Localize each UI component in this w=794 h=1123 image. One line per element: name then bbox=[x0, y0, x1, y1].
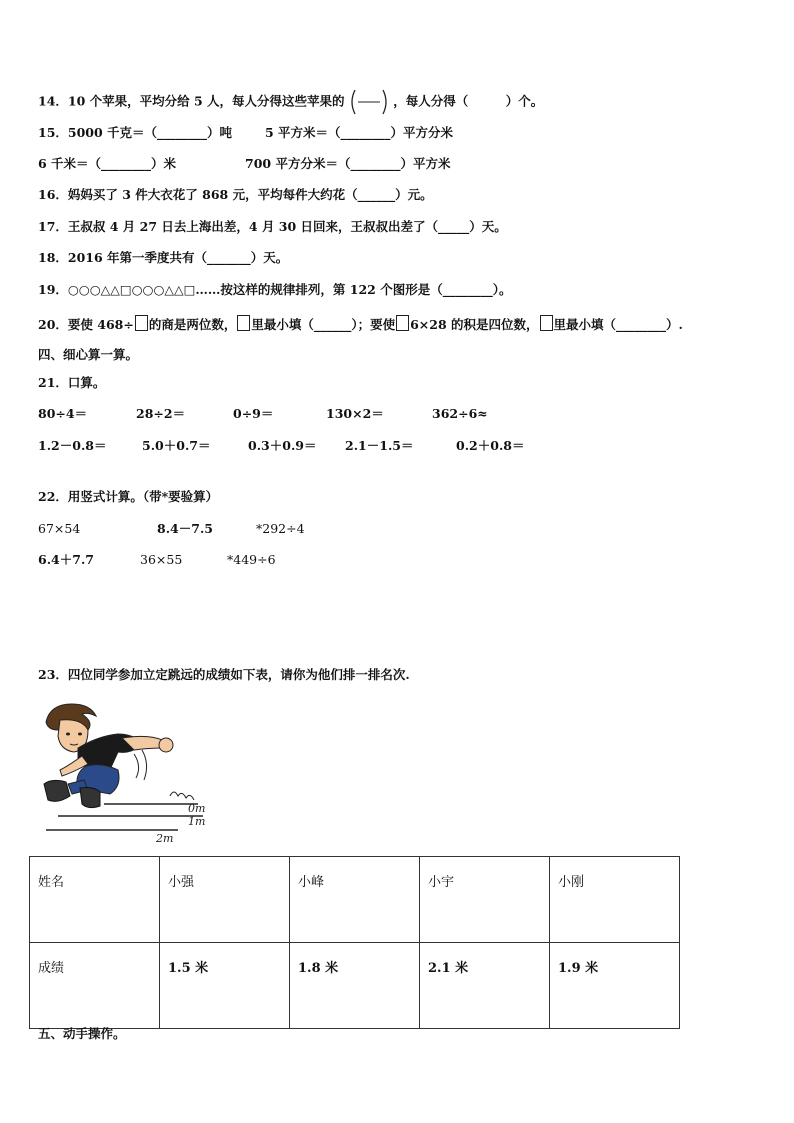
oral-calc: 0.3＋0.9＝ bbox=[248, 438, 317, 453]
question-20 bbox=[38, 315, 683, 334]
mark-1m: 1m bbox=[188, 815, 206, 828]
question-23-title: 23．四位同学参加立定跳远的成绩如下表，请你为他们排一排名次. bbox=[38, 667, 410, 682]
blank-box bbox=[135, 315, 148, 331]
question-18: 18．2016 年第一季度共有（_______）天。 bbox=[38, 250, 289, 265]
table-header-cell: 小刚 bbox=[550, 857, 680, 943]
oral-calc: 28÷2＝ bbox=[136, 406, 186, 421]
fraction-blank bbox=[349, 88, 389, 116]
table-header-cell: 小强 bbox=[160, 857, 290, 943]
question-15-item-3: 6 千米＝（________）米 bbox=[38, 156, 177, 171]
oral-calc: 1.2－0.8＝ bbox=[38, 438, 107, 453]
oral-calc: 2.1－1.5＝ bbox=[345, 438, 414, 453]
table-cell: 1.5 米 bbox=[160, 943, 290, 1029]
mark-0m: 0m bbox=[188, 802, 206, 815]
score-table bbox=[29, 856, 680, 1029]
vertical-calc: 8.4－7.5 bbox=[157, 521, 213, 536]
question-19: 19．○○○△△□○○○△△□……按这样的规律排列，第 122 个图形是（________）。 bbox=[38, 282, 512, 297]
mark-2m: 2m bbox=[156, 832, 174, 845]
table-cell: 2.1 米 bbox=[420, 943, 550, 1029]
question-20-part-4: 6×28 的积是四位数， bbox=[410, 317, 539, 332]
question-20-part-2: 的商是两位数， bbox=[148, 317, 237, 332]
section-5-heading: 五、动手操作。 bbox=[38, 1026, 126, 1041]
question-20-part-3: 里最小填（______）；要使 bbox=[251, 317, 396, 332]
table-row bbox=[30, 857, 680, 943]
oral-calc: 0÷9＝ bbox=[233, 406, 274, 421]
table-header-cell: 小峰 bbox=[290, 857, 420, 943]
oral-calc: 362÷6≈ bbox=[432, 406, 488, 421]
question-15-item-1: 15．5000 千克＝（________）吨 bbox=[38, 125, 233, 140]
table-header-cell: 小宇 bbox=[420, 857, 550, 943]
question-22-title: 22．用竖式计算。（带*要验算） bbox=[38, 489, 219, 504]
vertical-calc: 36×55 bbox=[140, 552, 183, 567]
question-15-row-2 bbox=[38, 155, 176, 173]
vertical-calc: *449÷6 bbox=[227, 552, 276, 567]
question-14 bbox=[38, 88, 543, 116]
question-14-text-a: 14．10 个苹果，平均分给 5 人，每人分得这些苹果的 bbox=[38, 93, 345, 109]
question-17: 17．王叔叔 4 月 27 日去上海出差，4 月 30 日回来，王叔叔出差了（_____）天。 bbox=[38, 219, 507, 234]
oral-calc: 80÷4＝ bbox=[38, 406, 88, 421]
blank-box bbox=[237, 315, 250, 331]
vertical-calc: *292÷4 bbox=[256, 521, 305, 536]
question-15-item-4: 700 平方分米＝（________）平方米 bbox=[245, 156, 451, 171]
long-jump-illustration bbox=[38, 700, 218, 851]
question-14-text-b: ，每人分得（ ）个。 bbox=[393, 93, 544, 109]
table-row-label: 成绩 bbox=[30, 943, 160, 1029]
blank-box bbox=[396, 315, 409, 331]
question-16: 16．妈妈买了 3 件大衣花了 868 元，平均每件大约花（______）元。 bbox=[38, 187, 433, 202]
oral-calc: 5.0＋0.7＝ bbox=[142, 438, 211, 453]
section-4-heading: 四、细心算一算。 bbox=[38, 347, 139, 362]
vertical-calc: 67×54 bbox=[38, 521, 81, 536]
table-cell: 1.8 米 bbox=[290, 943, 420, 1029]
question-20-part-1: 20．要使 468÷ bbox=[38, 317, 134, 332]
question-15-row-1 bbox=[38, 124, 232, 142]
oral-calc: 130×2＝ bbox=[326, 406, 384, 421]
table-header-cell: 姓名 bbox=[30, 857, 160, 943]
question-20-part-5: 里最小填（________）. bbox=[553, 317, 683, 332]
table-cell: 1.9 米 bbox=[550, 943, 680, 1029]
blank-box bbox=[540, 315, 553, 331]
oral-calc: 0.2＋0.8＝ bbox=[456, 438, 525, 453]
table-row bbox=[30, 943, 680, 1029]
question-15-item-2: 5 平方米＝（________）平方分米 bbox=[265, 125, 454, 140]
question-21-title: 21．口算。 bbox=[38, 375, 106, 390]
vertical-calc: 6.4＋7.7 bbox=[38, 552, 94, 567]
